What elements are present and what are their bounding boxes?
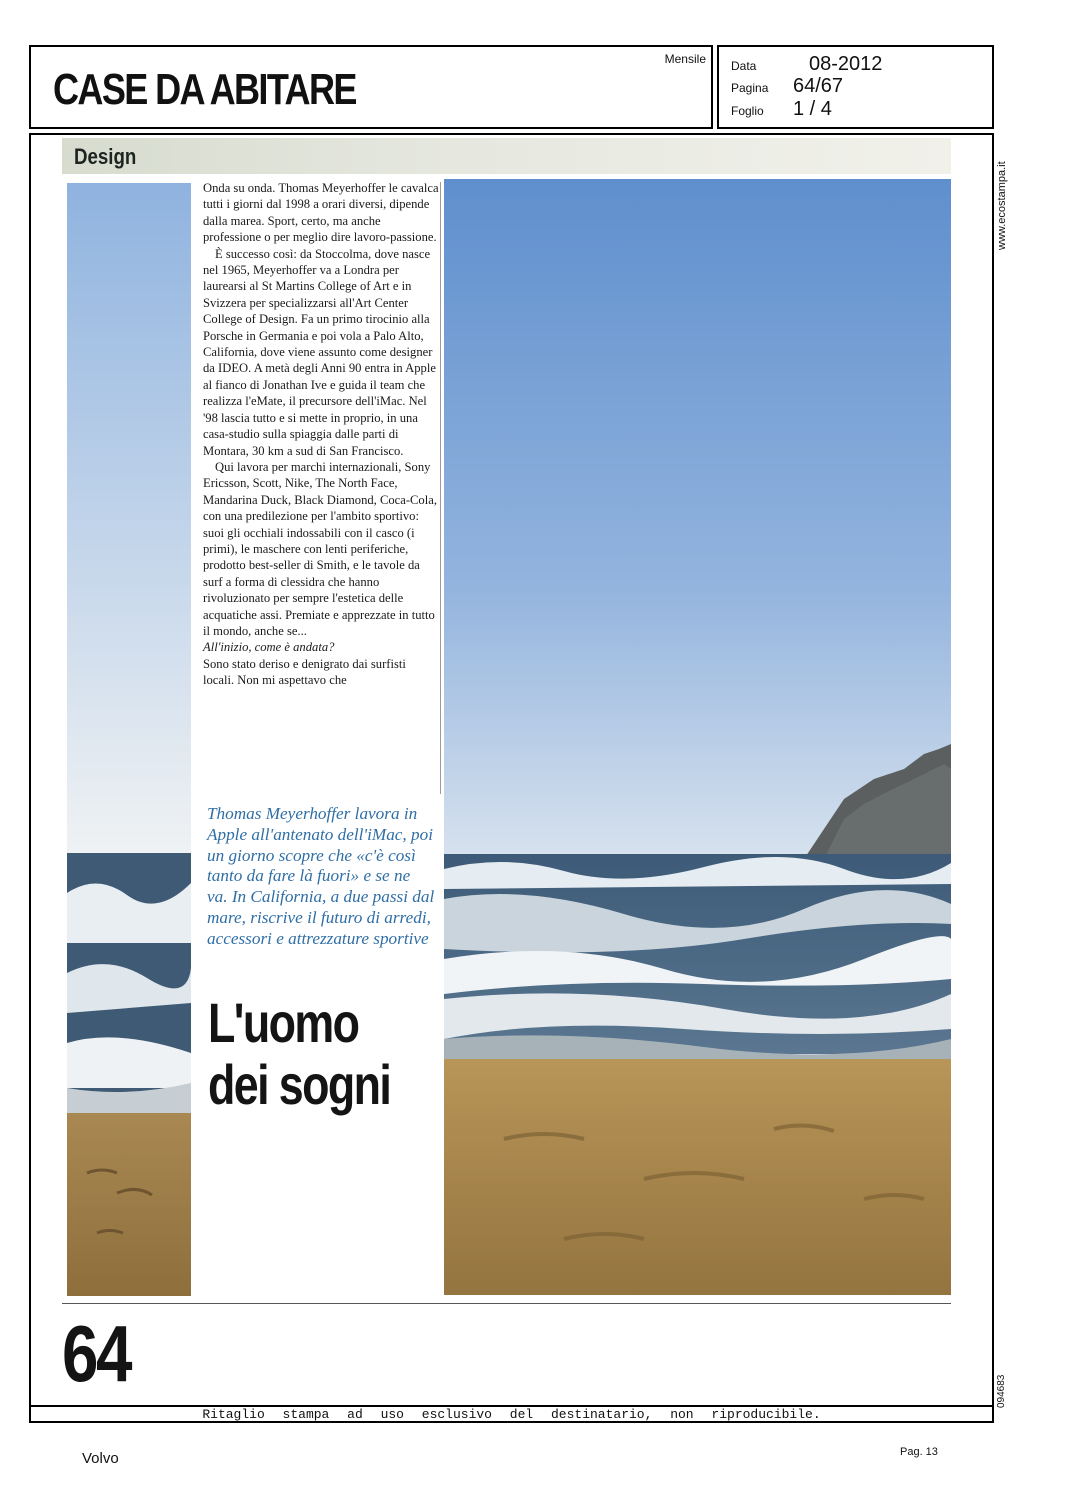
meta-sheet-value: 1 / 4 xyxy=(793,98,832,120)
footer-client: Volvo xyxy=(82,1450,119,1467)
periodicity-label: Mensile xyxy=(664,52,706,66)
footer-page: Pag. 13 xyxy=(900,1446,938,1458)
section-label: Design xyxy=(74,144,137,169)
beach-photo xyxy=(444,179,951,1295)
clip-code-text: 094683 xyxy=(996,1374,1007,1408)
meta-date-label: Data xyxy=(731,59,757,73)
meta-sheet-label: Foglio xyxy=(731,104,764,118)
article-body xyxy=(203,180,439,689)
meta-date-value: 08-2012 xyxy=(809,53,883,75)
article-paragraph: Onda su onda. Thomas Meyerhoffer le cavalca tutti i giorni dal 1998 a orari diversi, dipende dalla marea. Sport, certo, ma anche professione o per meglio dire lavoro-passione. xyxy=(203,181,439,245)
meta-page-label: Pagina xyxy=(731,81,769,95)
masthead-box xyxy=(29,45,713,129)
website-vertical xyxy=(996,150,1010,260)
publication-title: CASE DA ABITARE xyxy=(53,65,356,114)
headline-line-1: L'uomo xyxy=(208,991,359,1054)
side-photo-strip xyxy=(67,183,191,1296)
page-number: 64 xyxy=(62,1309,131,1398)
headline-line-2: dei sogni xyxy=(208,1053,391,1116)
meta-page-value: 64/67 xyxy=(793,75,844,97)
beach-photo-illustration xyxy=(444,179,951,1295)
clipping-notice: Ritaglio stampa ad uso esclusivo del destinatario, non riproducibile. xyxy=(29,1405,994,1423)
article-paragraph: È successo così: da Stoccolma, dove nasce nel 1965, Meyerhoffer va a Londra per laurearsi al St Martins College of Art e in Svizzera per specializzarsi all'Art Center College of Design. Fa un primo tirocinio alla Porsche in Germania e poi vola a Palo Alto, California, dove viene assunto come designer da IDEO. A metà degli Anni 90 entra in Apple al fianco di Jonathan Ive e guida il team che realizza l'eMate, il precursore dell'iMac. Nel '98 lascia tutto e si mette in proprio, in una casa-studio sulla spiaggia dalle parti di Montara, 30 km a sud di San Francisco. xyxy=(203,246,436,458)
lead-paragraph: Thomas Meyerhoffer lavora in Apple all'antenato dell'iMac, poi un giorno scopre che «c'è così tanto da fare là fuori» e se ne va. In California, a due passi dal mare, riscrive il futuro di arredi, accessori e attrezzature sportive xyxy=(207,804,435,948)
beach-photo-strip xyxy=(67,183,191,1296)
interview-answer: Sono stato deriso e denigrato dai surfisti locali. Non mi aspettavo che xyxy=(203,656,406,688)
clip-code-vertical xyxy=(996,1370,1010,1410)
headline xyxy=(208,992,397,1116)
section-bar xyxy=(62,138,951,174)
bottom-rule xyxy=(62,1303,951,1304)
column-rule xyxy=(440,182,441,794)
website-text: www.ecostampa.it xyxy=(996,161,1008,250)
interview-question: All'inizio, come è andata? xyxy=(203,640,335,655)
clipping-meta-box xyxy=(717,45,994,129)
article-paragraph: Qui lavora per marchi internazionali, Sony Ericsson, Scott, Nike, The North Face, Mandarina Duck, Black Diamond, Coca-Cola, con una predilezione per l'ambito sportivo: suoi gli occhiali indossabili con il casco (i primi), le maschere con lenti periferiche, prodotto best-seller di Smith, e le tavole da surf a forma di clessidra che hanno rivoluzionato per sempre l'estetica delle acquatiche assi. Premiate e apprezzate in tutto il mondo, anche se... xyxy=(203,459,437,638)
